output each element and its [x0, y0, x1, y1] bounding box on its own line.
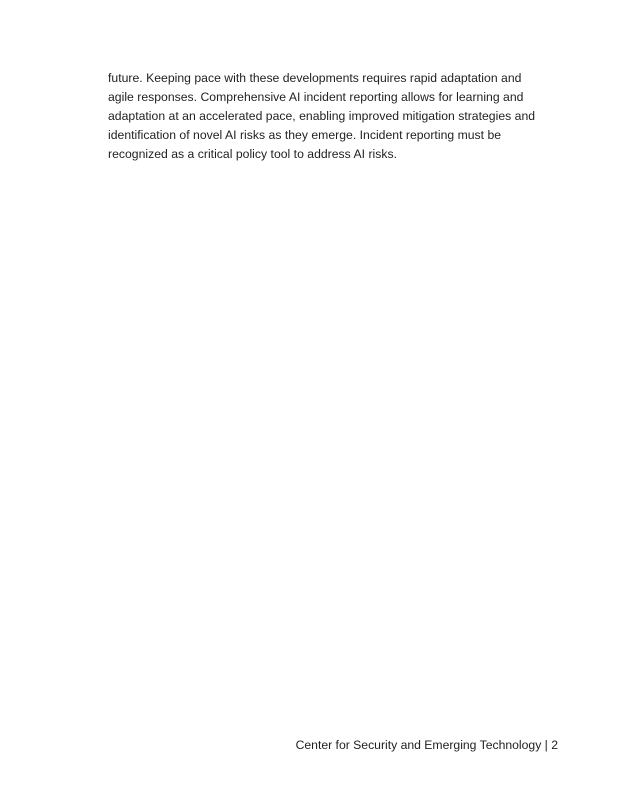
page-footer: Center for Security and Emerging Technology | 2	[295, 738, 558, 752]
paragraph-line-2: agile responses. Comprehensive AI incident reporting allows for learning and	[108, 90, 524, 104]
paragraph-line-4: identification of novel AI risks as they emerge. Incident reporting must be	[108, 128, 502, 142]
paragraph-line-3: adaptation at an accelerated pace, enabling improved mitigation strategies and	[108, 109, 536, 123]
body-paragraph	[108, 69, 548, 164]
paragraph-line-1: future. Keeping pace with these developments requires rapid adaptation and	[108, 71, 522, 85]
paragraph-line-5: recognized as a critical policy tool to address AI risks.	[108, 147, 398, 161]
